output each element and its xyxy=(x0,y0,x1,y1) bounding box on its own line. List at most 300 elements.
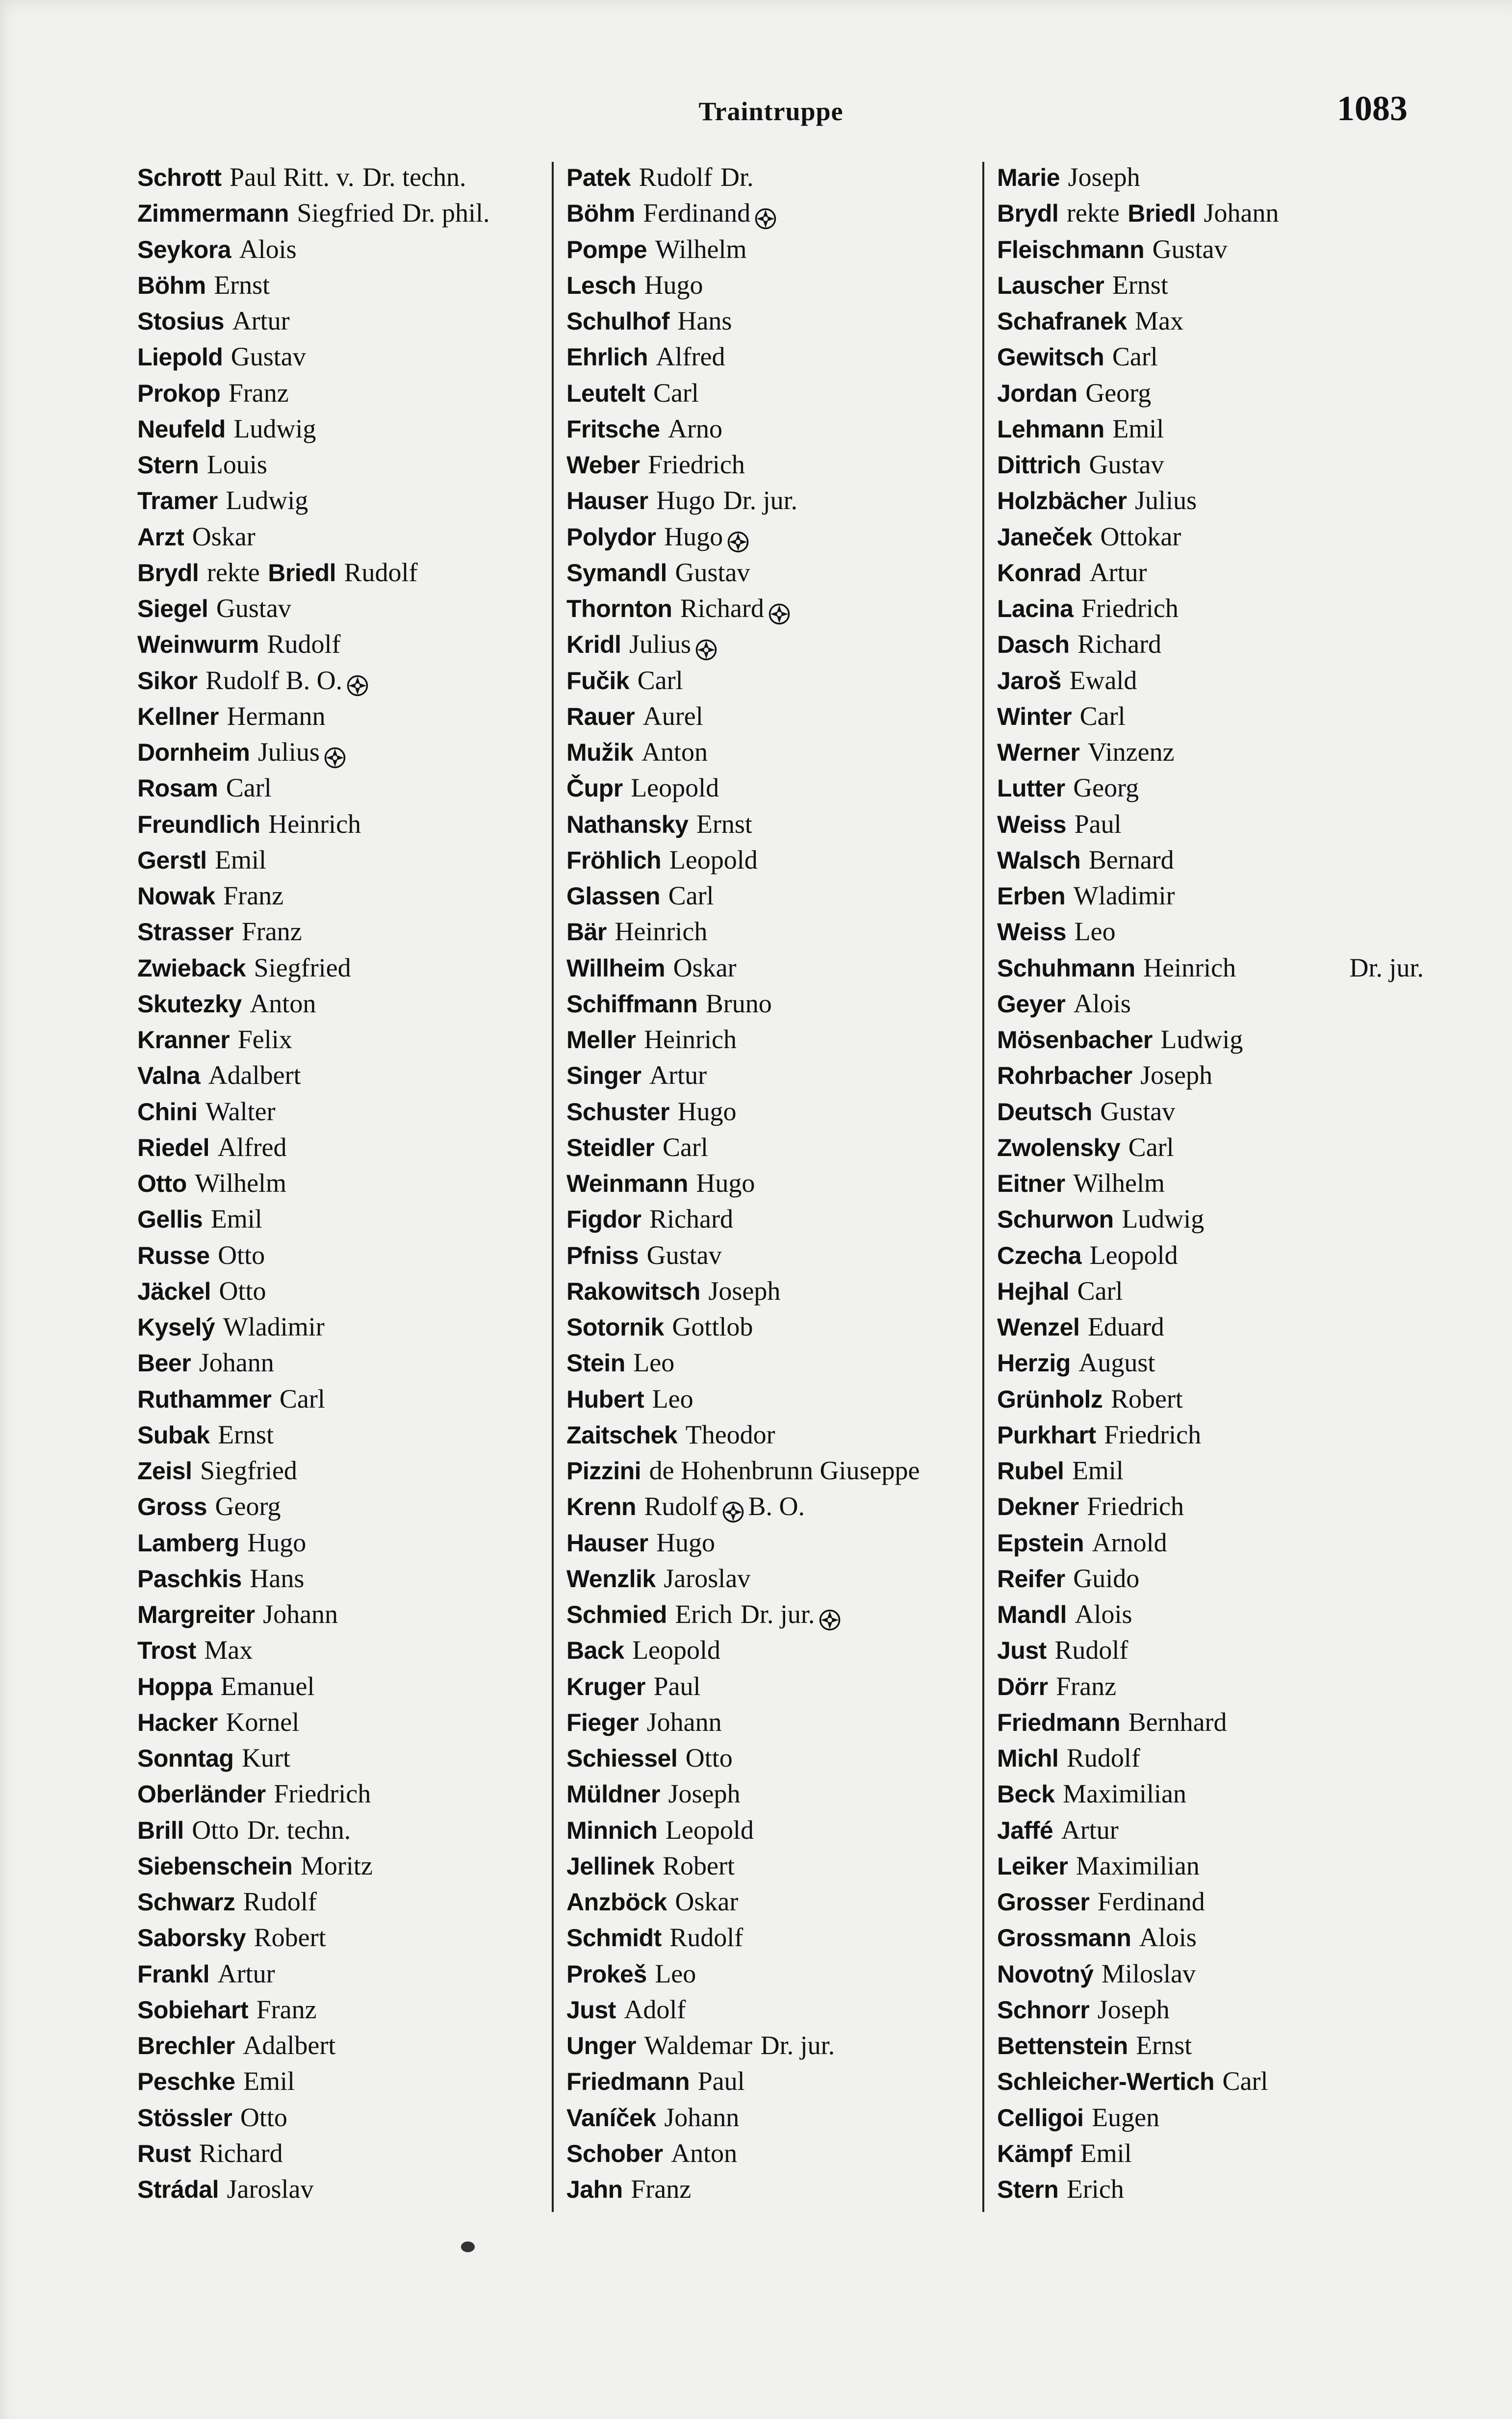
surname: Schiffmann xyxy=(566,990,698,1018)
given-name: Franz xyxy=(241,917,302,947)
list-item xyxy=(997,2028,1409,2063)
given-name: Rudolf xyxy=(1054,1635,1128,1665)
surname: Zimmermann xyxy=(137,200,289,228)
surname: Grossmann xyxy=(997,1924,1131,1952)
surname: Müldner xyxy=(566,1780,660,1808)
surname: Böhm xyxy=(137,271,206,299)
list-item xyxy=(566,2171,993,2207)
surname: Fleischmann xyxy=(997,235,1145,263)
title-suffix: Dr. jur. xyxy=(760,2031,835,2060)
given-name: Carl xyxy=(1112,342,1158,372)
list-item xyxy=(997,986,1409,1022)
given-name: Georg xyxy=(1085,378,1152,408)
surname: Czecha xyxy=(997,1241,1082,1269)
given-name: de Hohenbrunn Giuseppe xyxy=(649,1456,920,1485)
given-name: Emil xyxy=(243,2066,295,2096)
given-name: Waldemar xyxy=(644,2031,753,2060)
title-suffix: Dr. phil. xyxy=(402,198,490,228)
surname: Fritsche xyxy=(566,415,660,443)
surname: Pompe xyxy=(566,235,647,263)
given-name: Wladimir xyxy=(1073,881,1175,910)
list-item xyxy=(137,447,554,483)
list-item xyxy=(997,663,1409,698)
list-item xyxy=(137,698,554,734)
surname: Sonntag xyxy=(137,1745,234,1772)
given-name: Artur xyxy=(217,1958,275,1988)
given-name: Bernard xyxy=(1088,845,1174,875)
surname: Sotornik xyxy=(566,1313,664,1341)
list-item xyxy=(566,375,993,411)
list-item xyxy=(137,411,554,447)
surname: Willheim xyxy=(566,954,666,982)
title-suffix: Dr. techn. xyxy=(362,162,466,192)
list-item xyxy=(997,1309,1409,1345)
given-name: Hans xyxy=(250,1563,305,1593)
surname: Subak xyxy=(137,1421,210,1449)
given-name: Heinrich xyxy=(615,917,708,947)
list-item xyxy=(137,303,554,339)
given-name: Adolf xyxy=(624,1994,686,2024)
given-name: Artur xyxy=(649,1060,707,1090)
given-name: Robert xyxy=(1110,1384,1183,1414)
surname: Brydl xyxy=(997,200,1059,228)
surname: Rohrbacher xyxy=(997,1062,1132,1090)
surname: Weinwurm xyxy=(137,631,259,659)
list-item xyxy=(137,1201,554,1237)
given-name: Anton xyxy=(641,737,708,767)
list-item xyxy=(566,1561,993,1596)
list-item xyxy=(137,842,554,878)
list-item xyxy=(566,914,993,950)
surname: Schwarz xyxy=(137,1888,235,1916)
given-name: Artur xyxy=(1061,1815,1119,1845)
list-item xyxy=(997,1561,1409,1596)
list-item xyxy=(137,591,554,626)
surname: Seykora xyxy=(137,235,231,263)
surname: Zaitschek xyxy=(566,1421,678,1449)
surname: Polydor xyxy=(566,523,656,551)
surname: Jaffé xyxy=(997,1816,1053,1844)
given-name: Eugen xyxy=(1092,2102,1160,2132)
list-item xyxy=(566,626,993,662)
surname: Schafranek xyxy=(997,308,1127,335)
given-name: Hugo xyxy=(656,486,716,515)
list-item xyxy=(137,950,554,986)
surname: Kridl xyxy=(566,631,621,659)
given-name: Ottokar xyxy=(1100,521,1181,551)
surname: Freundlich xyxy=(137,810,260,838)
list-item xyxy=(997,698,1409,734)
surname: Symandl xyxy=(566,559,667,587)
page-title: Traintruppe xyxy=(698,97,844,126)
given-name: Oskar xyxy=(675,1887,739,1916)
given-name: Moritz xyxy=(300,1851,373,1880)
list-item xyxy=(137,1237,554,1273)
list-item xyxy=(137,1417,554,1453)
given-name: Franz xyxy=(256,1994,317,2024)
surname: Beck xyxy=(997,1780,1055,1808)
list-item xyxy=(137,159,554,195)
given-name: Theodor xyxy=(685,1419,775,1449)
given-name: Otto xyxy=(219,1276,266,1306)
list-item xyxy=(566,1201,993,1237)
given-name: Ernst xyxy=(218,1419,274,1449)
given-name: Leopold xyxy=(631,773,719,803)
list-item xyxy=(997,1022,1409,1057)
surname: Rosam xyxy=(137,774,218,802)
list-item xyxy=(997,1237,1409,1273)
surname: Kellner xyxy=(137,702,219,730)
given-name: Arno xyxy=(668,413,723,443)
surname: Brechler xyxy=(137,2032,235,2059)
list-item xyxy=(566,2063,993,2099)
surname: Gerstl xyxy=(137,846,207,874)
given-name: Franz xyxy=(1056,1671,1117,1701)
name-column-3 xyxy=(997,159,1424,2207)
surname: Prokop xyxy=(137,379,221,407)
list-item xyxy=(137,555,554,591)
list-item xyxy=(137,1345,554,1381)
given-name: Hermann xyxy=(227,701,326,731)
title-suffix: B. O. xyxy=(748,1492,805,1521)
surname: Riedel xyxy=(137,1133,210,1161)
given-name: Eduard xyxy=(1087,1312,1164,1341)
surname: Brill xyxy=(137,1816,184,1844)
surname: Sikor xyxy=(137,667,198,695)
given-name: Alfred xyxy=(217,1132,287,1162)
list-item xyxy=(566,1992,993,2028)
surname: Rauer xyxy=(566,702,635,730)
list-item xyxy=(137,2063,554,2099)
surname: Marie xyxy=(997,164,1060,191)
list-item xyxy=(566,878,993,914)
given-name: Carl xyxy=(1128,1132,1174,1162)
surname: Čupr xyxy=(566,774,623,802)
surname: Steidler xyxy=(566,1133,655,1161)
surname: Schulhof xyxy=(566,308,669,335)
list-item xyxy=(137,2136,554,2171)
surname: Peschke xyxy=(137,2068,235,2096)
given-name: Artur xyxy=(232,306,290,335)
given-name: Hans xyxy=(677,306,732,335)
list-item xyxy=(566,1094,993,1130)
surname: Erben xyxy=(997,882,1066,910)
given-name: Gustav xyxy=(1152,234,1228,264)
surname: Neufeld xyxy=(137,415,226,443)
given-name: Joseph xyxy=(1097,1994,1170,2024)
given-name: Robert xyxy=(662,1851,735,1880)
surname: Schrott xyxy=(137,164,222,191)
given-name: Johann xyxy=(263,1599,338,1629)
given-name: Gustav xyxy=(216,593,291,623)
cross-pattee-icon xyxy=(324,743,346,766)
given-name: Leopold xyxy=(632,1635,721,1665)
list-item xyxy=(137,1381,554,1417)
list-item xyxy=(997,1848,1409,1884)
surname: Krenn xyxy=(566,1493,636,1521)
list-item xyxy=(566,1165,993,1201)
surname: Figdor xyxy=(566,1206,641,1234)
given-name: Paul xyxy=(653,1671,701,1701)
surname: Weiss xyxy=(997,810,1067,838)
cross-pattee-icon xyxy=(346,671,369,694)
surname: Weber xyxy=(566,451,640,479)
list-item xyxy=(566,770,993,806)
surname: Deutsch xyxy=(997,1098,1092,1126)
surname: Meller xyxy=(566,1026,636,1054)
given-name: Ferdinand xyxy=(1097,1887,1205,1916)
given-name: Arnold xyxy=(1092,1527,1167,1557)
given-name: Ferdinand xyxy=(643,198,751,228)
given-name: Rudolf xyxy=(1066,1743,1140,1773)
surname: Strasser xyxy=(137,918,234,946)
list-item xyxy=(566,591,993,626)
list-item xyxy=(566,1381,993,1417)
surname: Stern xyxy=(997,2176,1059,2203)
given-name: Ludwig xyxy=(226,486,308,515)
given-name: Johann xyxy=(1204,198,1279,228)
list-item xyxy=(997,1920,1409,1956)
surname: Schleicher-Wertich xyxy=(997,2068,1215,2096)
given-name: Rudolf B. O. xyxy=(205,665,343,695)
list-item xyxy=(997,447,1409,483)
given-name: Artur xyxy=(1089,557,1147,587)
list-item xyxy=(137,1632,554,1668)
given-name: Richard xyxy=(649,1204,734,1234)
given-name: Adalbert xyxy=(208,1060,301,1090)
list-item xyxy=(997,2100,1409,2136)
name-column-1 xyxy=(137,159,554,2207)
surname: Lauscher xyxy=(997,271,1104,299)
given-name: Hugo xyxy=(664,521,723,551)
given-name: Guido xyxy=(1073,1563,1140,1593)
title-suffix: Dr. jur. xyxy=(723,486,798,515)
given-name: Richard xyxy=(199,2138,283,2168)
given-name: Oskar xyxy=(192,521,256,551)
surname: Liepold xyxy=(137,343,223,371)
given-name: Robert xyxy=(254,1923,326,1953)
surname: Ehrlich xyxy=(566,343,648,371)
given-name: Erich xyxy=(675,1599,733,1629)
list-item xyxy=(566,483,993,518)
given-name: Maximilian xyxy=(1076,1851,1200,1880)
surname: Walsch xyxy=(997,846,1081,874)
surname: Bettenstein xyxy=(997,2032,1128,2059)
list-item xyxy=(566,1884,993,1920)
surname: Schurwon xyxy=(997,1206,1114,1234)
given-name: Wilhelm xyxy=(655,234,747,264)
surname: Fieger xyxy=(566,1708,639,1736)
list-item xyxy=(137,1489,554,1524)
list-item xyxy=(137,1130,554,1165)
surname: Stein xyxy=(566,1349,625,1377)
list-item xyxy=(566,1704,993,1740)
cross-pattee-icon xyxy=(754,204,777,227)
surname: Lutter xyxy=(997,774,1065,802)
surname: Schuhmann xyxy=(997,954,1135,982)
surname: Stosius xyxy=(137,308,225,335)
list-item xyxy=(137,1704,554,1740)
surname: Paschkis xyxy=(137,1565,242,1593)
surname: Minnich xyxy=(566,1816,658,1844)
given-name: Max xyxy=(1135,306,1184,335)
surname: Singer xyxy=(566,1062,641,1090)
given-name: Alois xyxy=(1073,988,1131,1018)
given-name: Georg xyxy=(1073,773,1139,803)
surname: Vaníček xyxy=(566,2104,656,2132)
surname: Glassen xyxy=(566,882,661,910)
given-name: Leo xyxy=(1074,917,1116,947)
given-name: Ernst xyxy=(696,809,752,839)
surname: Pizzini xyxy=(566,1457,641,1485)
surname: Fučik xyxy=(566,667,630,695)
given-name: Rudolf xyxy=(639,162,713,192)
surname: Sobiehart xyxy=(137,1996,249,2024)
list-item xyxy=(137,770,554,806)
surname: Beer xyxy=(137,1349,191,1377)
given-name: Franz xyxy=(631,2174,692,2204)
surname: Hejhal xyxy=(997,1277,1070,1305)
list-item xyxy=(566,411,993,447)
surname: Gewitsch xyxy=(997,343,1104,371)
surname: Janeček xyxy=(997,523,1092,551)
given-name: Siegfried xyxy=(297,198,394,228)
list-item xyxy=(137,1165,554,1201)
surname: Brydl xyxy=(137,559,199,587)
surname: Oberländer xyxy=(137,1780,266,1808)
list-item xyxy=(566,950,993,986)
surname: Rubel xyxy=(997,1457,1064,1485)
surname: Kyselý xyxy=(137,1313,215,1341)
given-name: Carl xyxy=(1079,701,1126,731)
surname: Just xyxy=(566,1996,616,2024)
list-item xyxy=(997,1453,1409,1489)
surname: Zwolensky xyxy=(997,1133,1121,1161)
list-item xyxy=(137,1848,554,1884)
list-item xyxy=(137,663,554,698)
given-name: Max xyxy=(204,1635,253,1665)
cross-pattee-icon xyxy=(722,1497,744,1520)
given-name: Paul xyxy=(697,2066,745,2096)
list-item xyxy=(997,1273,1409,1309)
given-name: Emil xyxy=(210,1204,262,1234)
list-item xyxy=(137,232,554,267)
list-item xyxy=(997,1094,1409,1130)
list-item xyxy=(997,339,1409,375)
given-name: Franz xyxy=(228,378,289,408)
given-name: Anton xyxy=(671,2138,738,2168)
list-item xyxy=(997,519,1409,555)
ink-blot xyxy=(461,2241,475,2252)
given-name: Maximilian xyxy=(1063,1779,1187,1809)
list-item xyxy=(566,1345,993,1381)
list-item xyxy=(566,1596,993,1632)
list-item xyxy=(997,2063,1409,2099)
list-item xyxy=(566,1740,993,1776)
list-item xyxy=(997,1596,1409,1632)
list-item xyxy=(997,1812,1409,1848)
list-item xyxy=(566,555,993,591)
list-item xyxy=(997,1884,1409,1920)
given-name: Walter xyxy=(205,1096,276,1126)
surname: Weinmann xyxy=(566,1170,688,1197)
list-item xyxy=(997,1956,1409,1992)
given-name: Kurt xyxy=(242,1743,290,1773)
surname: Kämpf xyxy=(997,2139,1073,2167)
surname: Russe xyxy=(137,1241,210,1269)
title-suffix: Dr. xyxy=(720,162,754,192)
given-name: Felix xyxy=(237,1025,292,1054)
given-name: Johann xyxy=(664,2102,740,2132)
list-item xyxy=(997,734,1409,770)
surname: Dekner xyxy=(997,1493,1079,1521)
list-item xyxy=(566,1273,993,1309)
surname: Nowak xyxy=(137,882,215,910)
given-name: Rudolf xyxy=(267,629,341,659)
list-item xyxy=(997,375,1409,411)
list-item xyxy=(997,591,1409,626)
list-item xyxy=(137,1740,554,1776)
list-item xyxy=(566,1022,993,1057)
given-name: Carl xyxy=(653,378,699,408)
surname: Herzig xyxy=(997,1349,1071,1377)
list-item xyxy=(566,1130,993,1165)
list-item xyxy=(137,734,554,770)
surname: Dörr xyxy=(997,1673,1048,1700)
list-item xyxy=(997,1201,1409,1237)
list-item xyxy=(137,2100,554,2136)
surname: Siegel xyxy=(137,595,208,622)
list-item xyxy=(137,1596,554,1632)
given-name: Joseph xyxy=(1140,1060,1213,1090)
surname: Bär xyxy=(566,918,607,946)
given-name: Leo xyxy=(655,1958,696,1988)
surname: Zeisl xyxy=(137,1457,192,1485)
list-item xyxy=(566,1057,993,1093)
list-item xyxy=(566,842,993,878)
given-name: rekte xyxy=(1066,198,1120,228)
given-name: Carl xyxy=(1222,2066,1268,2096)
given-name: August xyxy=(1078,1348,1155,1378)
list-item xyxy=(137,1884,554,1920)
surname: Chini xyxy=(137,1098,198,1126)
list-item xyxy=(997,267,1409,303)
list-item xyxy=(137,914,554,950)
cross-pattee-icon xyxy=(695,635,718,658)
given-name: Johann xyxy=(199,1348,274,1378)
surname: Hauser xyxy=(566,487,648,515)
given-name: Ludwig xyxy=(233,413,316,443)
title-suffix: Dr. jur. xyxy=(740,1599,815,1629)
list-item xyxy=(137,1776,554,1812)
surname: Stern xyxy=(137,451,199,479)
list-item xyxy=(566,663,993,698)
surname: Dornheim xyxy=(137,739,250,766)
given-name: Vinzenz xyxy=(1087,737,1175,767)
given-name: Carl xyxy=(279,1384,325,1414)
given-name: Friedrich xyxy=(274,1779,371,1809)
list-item xyxy=(997,1130,1409,1165)
list-item xyxy=(137,1992,554,2028)
given-name: Wladimir xyxy=(223,1312,325,1341)
surname: Novotný xyxy=(997,1960,1094,1988)
given-name: Emil xyxy=(1072,1456,1124,1485)
surname: Böhm xyxy=(566,200,635,228)
list-item xyxy=(137,1669,554,1704)
list-item xyxy=(997,914,1409,950)
surname: Kranner xyxy=(137,1026,230,1054)
given-name: Hugo xyxy=(696,1168,755,1198)
